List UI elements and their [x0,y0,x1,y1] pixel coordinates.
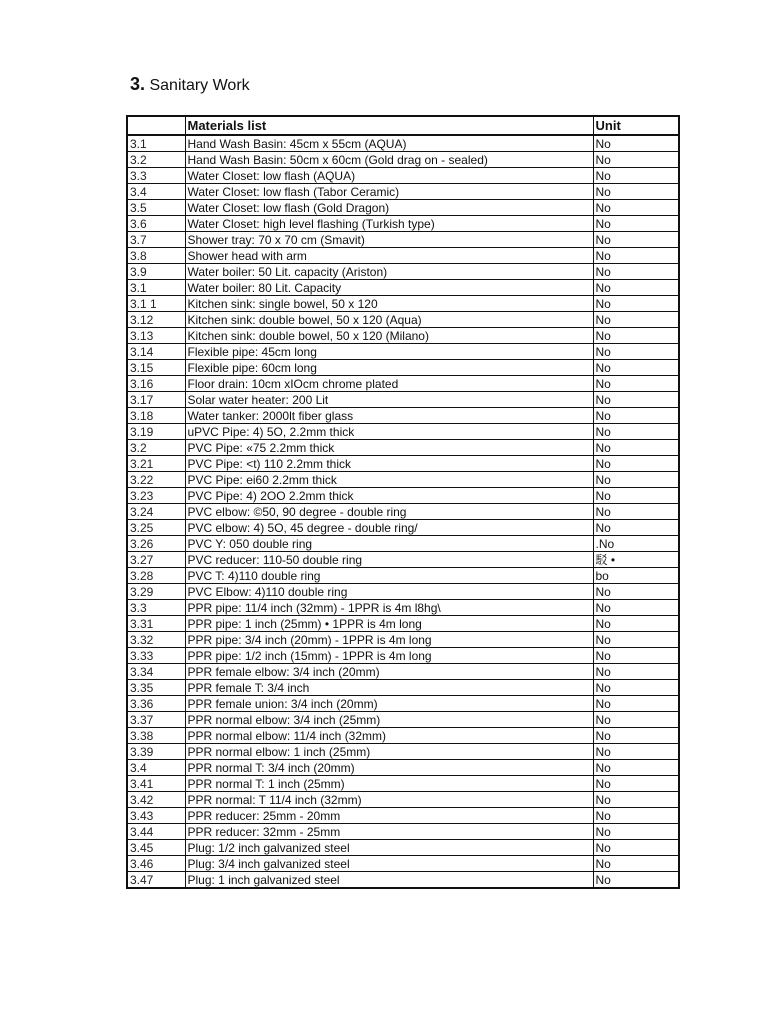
item-number-cell: 3.24 [127,504,185,520]
material-cell: Hand Wash Basin: 45cm x 55cm (AQUA) [185,135,593,152]
item-number-cell: 3.27 [127,552,185,568]
item-number-cell: 3.19 [127,424,185,440]
item-number-cell: 3.34 [127,664,185,680]
material-cell: PPR normal T: 1 inch (25mm) [185,776,593,792]
material-cell: PVC Pipe: 4) 2OO 2.2mm thick [185,488,593,504]
item-number-cell: 3.28 [127,568,185,584]
unit-cell: 駁 • [593,552,679,568]
material-cell: PVC reducer: 110-50 double ring [185,552,593,568]
material-cell: PPR female union: 3/4 inch (20mm) [185,696,593,712]
material-cell: Flexible pipe: 60cm long [185,360,593,376]
section-title: Sanitary Work [149,77,250,94]
unit-cell: No [593,264,679,280]
item-number-cell: 3.14 [127,344,185,360]
unit-cell: No [593,600,679,616]
table-header-row [127,116,679,135]
material-cell: Kitchen sink: double bowel, 50 x 120 (Aqua) [185,312,593,328]
table-row [127,440,679,456]
material-cell: PVC Y: 050 double ring [185,536,593,552]
table-row [127,232,679,248]
unit-cell: No [593,696,679,712]
item-number-cell: 3.26 [127,536,185,552]
table-row [127,312,679,328]
unit-cell: No [593,760,679,776]
material-cell: PVC Pipe: <t) 110 2.2mm thick [185,456,593,472]
table-row [127,744,679,760]
unit-cell: No [593,680,679,696]
table-row [127,728,679,744]
unit-cell: No [593,856,679,872]
table-row [127,424,679,440]
unit-cell: No [593,424,679,440]
table-body [127,135,679,888]
item-number-cell: 3.22 [127,472,185,488]
table-row [127,296,679,312]
material-cell: PPR reducer: 25mm - 20mm [185,808,593,824]
item-number-cell: 3.1 [127,135,185,152]
unit-cell: No [593,616,679,632]
item-number-cell: 3.21 [127,456,185,472]
material-cell: PPR reducer: 32mm - 25mm [185,824,593,840]
item-number-cell: 3.3 [127,168,185,184]
material-cell: Shower tray: 70 x 70 cm (Smavit) [185,232,593,248]
unit-cell: No [593,232,679,248]
unit-cell: No [593,456,679,472]
material-cell: Water Closet: high level flashing (Turkish type) [185,216,593,232]
unit-cell: No [593,280,679,296]
item-number-cell: 3.29 [127,584,185,600]
table-row [127,712,679,728]
item-number-cell: 3.18 [127,408,185,424]
material-cell: Plug: 1/2 inch galvanized steel [185,840,593,856]
table-row [127,792,679,808]
item-number-cell: 3.16 [127,376,185,392]
material-cell: PVC elbow: ©50, 90 degree - double ring [185,504,593,520]
item-number-cell: 3.17 [127,392,185,408]
unit-cell: No [593,824,679,840]
table-row [127,776,679,792]
material-cell: PVC Elbow: 4)110 double ring [185,584,593,600]
item-number-cell: 3.42 [127,792,185,808]
table-row [127,632,679,648]
unit-cell: No [593,872,679,889]
material-cell: Plug: 3/4 inch galvanized steel [185,856,593,872]
item-number-cell: 3.36 [127,696,185,712]
unit-cell: No [593,632,679,648]
table-row [127,664,679,680]
unit-cell: No [593,200,679,216]
item-number-cell: 3.47 [127,872,185,889]
unit-cell: No [593,440,679,456]
section-number: 3. [130,74,146,94]
material-cell: Shower head with arm [185,248,593,264]
table-row [127,552,679,568]
material-cell: Water Closet: low flash (Tabor Ceramic) [185,184,593,200]
unit-cell: No [593,504,679,520]
material-cell: PPR pipe: 11/4 inch (32mm) - 1PPR is 4m l8hg\ [185,600,593,616]
item-number-cell: 3.35 [127,680,185,696]
table-row [127,520,679,536]
item-number-cell: 3.33 [127,648,185,664]
table-row [127,536,679,552]
item-number-cell: 3.41 [127,776,185,792]
table-row [127,648,679,664]
item-number-cell: 3.1 [127,280,185,296]
unit-cell: No [593,135,679,152]
table-row [127,616,679,632]
unit-cell: No [593,248,679,264]
table-row [127,168,679,184]
item-number-cell: 3.43 [127,808,185,824]
table-row [127,824,679,840]
unit-cell: .No [593,536,679,552]
unit-cell: No [593,808,679,824]
item-number-cell: 3.31 [127,616,185,632]
material-cell: PPR pipe: 1/2 inch (15mm) - 1PPR is 4m long [185,648,593,664]
table-row [127,600,679,616]
material-cell: Water boiler: 50 Lit. capacity (Ariston) [185,264,593,280]
item-number-cell: 3.32 [127,632,185,648]
material-cell: Kitchen sink: double bowel, 50 x 120 (Milano) [185,328,593,344]
unit-cell: No [593,296,679,312]
item-number-cell: 3.13 [127,328,185,344]
table-row [127,135,679,152]
material-cell: PPR normal T: 3/4 inch (20mm) [185,760,593,776]
unit-cell: No [593,184,679,200]
item-number-cell: 3.23 [127,488,185,504]
unit-cell: bo [593,568,679,584]
unit-cell: No [593,776,679,792]
material-cell: PPR female elbow: 3/4 inch (20mm) [185,664,593,680]
unit-cell: No [593,664,679,680]
table-row [127,760,679,776]
item-number-cell: 3.25 [127,520,185,536]
unit-cell: No [593,472,679,488]
unit-cell: No [593,408,679,424]
table-row [127,456,679,472]
materials-table-container [126,115,678,889]
material-cell: Hand Wash Basin: 50cm x 60cm (Gold drag on - sealed) [185,152,593,168]
unit-cell: No [593,488,679,504]
item-number-cell: 3.39 [127,744,185,760]
materials-table [126,115,680,889]
item-number-cell: 3.3 [127,600,185,616]
item-number-cell: 3.9 [127,264,185,280]
unit-cell: No [593,392,679,408]
table-row [127,568,679,584]
material-cell: PVC Pipe: «75 2.2mm thick [185,440,593,456]
header-materials-list: Materials list [185,116,593,135]
material-cell: Floor drain: 10cm xIOcm chrome plated [185,376,593,392]
unit-cell: No [593,344,679,360]
material-cell: PPR normal elbow: 11/4 inch (32mm) [185,728,593,744]
material-cell: PPR pipe: 1 inch (25mm) • 1PPR is 4m long [185,616,593,632]
unit-cell: No [593,152,679,168]
table-row [127,808,679,824]
table-row [127,488,679,504]
item-number-cell: 3.2 [127,440,185,456]
table-row [127,360,679,376]
item-number-cell: 3.4 [127,760,185,776]
table-row [127,200,679,216]
unit-cell: No [593,648,679,664]
unit-cell: No [593,216,679,232]
table-row [127,328,679,344]
item-number-cell: 3.46 [127,856,185,872]
material-cell: Water Closet: low flash (AQUA) [185,168,593,184]
material-cell: PVC T: 4)110 double ring [185,568,593,584]
table-row [127,152,679,168]
table-row [127,680,679,696]
material-cell: Plug: 1 inch galvanized steel [185,872,593,889]
unit-cell: No [593,168,679,184]
material-cell: Water boiler: 80 Lit. Capacity [185,280,593,296]
material-cell: Water Closet: low flash (Gold Dragon) [185,200,593,216]
material-cell: Solar water heater: 200 Lit [185,392,593,408]
section-heading [130,74,250,96]
unit-cell: No [593,312,679,328]
table-row [127,408,679,424]
material-cell: PPR normal: T 11/4 inch (32mm) [185,792,593,808]
header-item-number [127,116,185,135]
unit-cell: No [593,744,679,760]
item-number-cell: 3.45 [127,840,185,856]
table-row [127,872,679,889]
material-cell: PVC Pipe: ei60 2.2mm thick [185,472,593,488]
item-number-cell: 3.2 [127,152,185,168]
table-row [127,392,679,408]
item-number-cell: 3.38 [127,728,185,744]
table-row [127,504,679,520]
unit-cell: No [593,328,679,344]
item-number-cell: 3.7 [127,232,185,248]
item-number-cell: 3.37 [127,712,185,728]
unit-cell: No [593,584,679,600]
table-row [127,280,679,296]
material-cell: PVC elbow: 4) 5O, 45 degree - double ring/ [185,520,593,536]
table-row [127,264,679,280]
material-cell: PPR female T: 3/4 inch [185,680,593,696]
table-row [127,376,679,392]
table-row [127,472,679,488]
unit-cell: No [593,360,679,376]
item-number-cell: 3.4 [127,184,185,200]
table-row [127,584,679,600]
item-number-cell: 3.12 [127,312,185,328]
item-number-cell: 3.44 [127,824,185,840]
item-number-cell: 3.15 [127,360,185,376]
item-number-cell: 3.8 [127,248,185,264]
table-row [127,248,679,264]
header-unit: Unit [593,116,679,135]
material-cell: PPR normal elbow: 1 inch (25mm) [185,744,593,760]
material-cell: Water tanker: 2000lt fiber glass [185,408,593,424]
material-cell: Kitchen sink: single bowel, 50 x 120 [185,296,593,312]
material-cell: PPR pipe: 3/4 inch (20mm) - 1PPR is 4m long [185,632,593,648]
table-row [127,856,679,872]
material-cell: uPVC Pipe: 4) 5O, 2.2mm thick [185,424,593,440]
table-row [127,696,679,712]
table-row [127,184,679,200]
item-number-cell: 3.6 [127,216,185,232]
table-row [127,840,679,856]
unit-cell: No [593,712,679,728]
table-row [127,216,679,232]
table-row [127,344,679,360]
unit-cell: No [593,728,679,744]
unit-cell: No [593,792,679,808]
unit-cell: No [593,520,679,536]
item-number-cell: 3.1 1 [127,296,185,312]
unit-cell: No [593,840,679,856]
unit-cell: No [593,376,679,392]
material-cell: Flexible pipe: 45cm long [185,344,593,360]
material-cell: PPR normal elbow: 3/4 inch (25mm) [185,712,593,728]
item-number-cell: 3.5 [127,200,185,216]
